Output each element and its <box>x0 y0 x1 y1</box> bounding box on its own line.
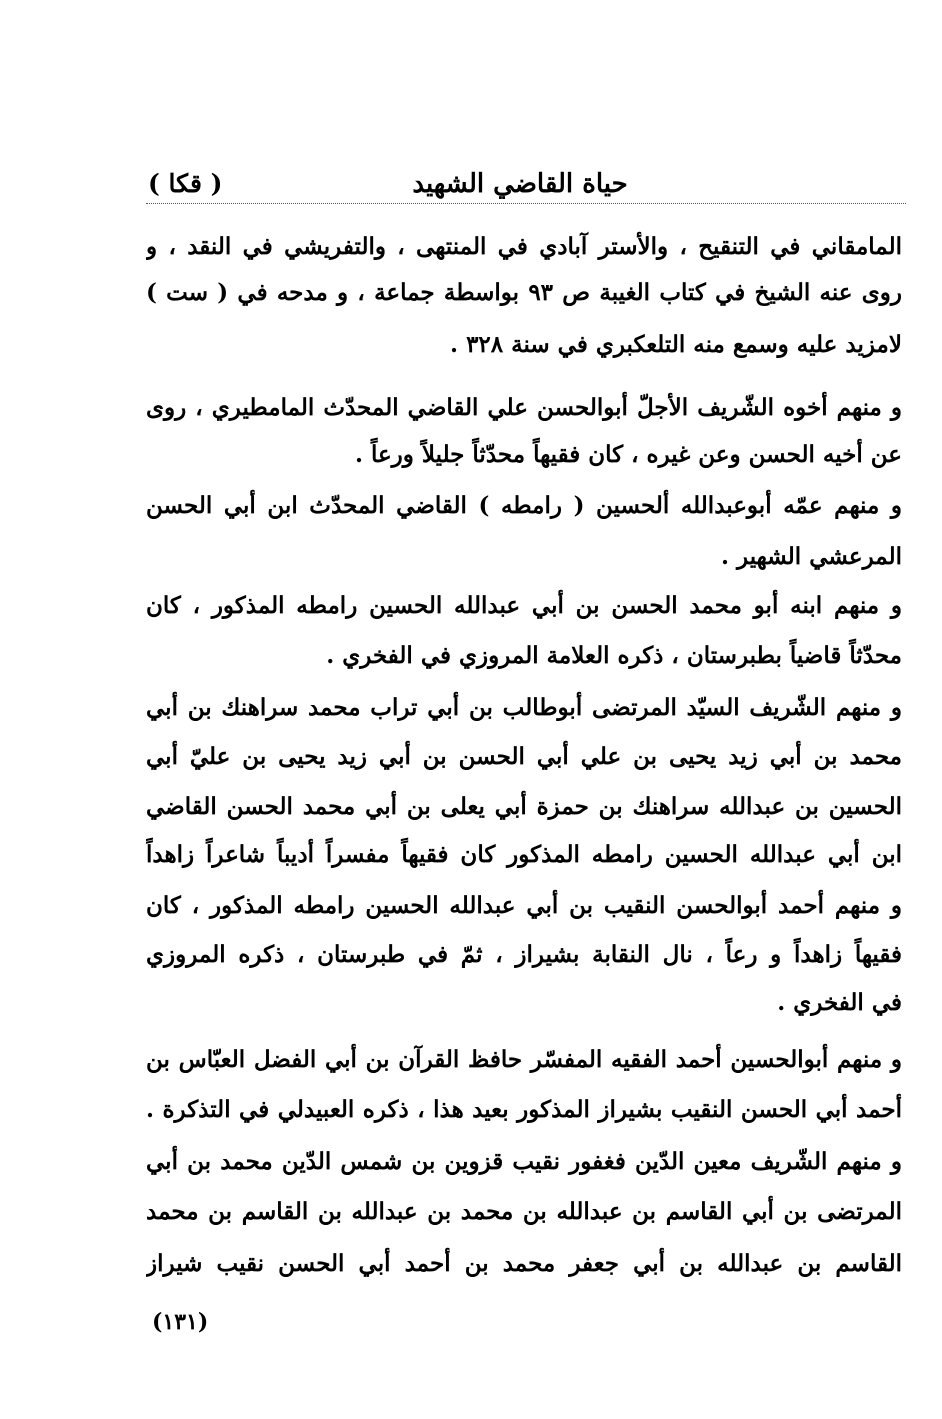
text-line: روى عنه الشيخ في كتاب الغيبة ص ٩٣ بواسطة جماعة ، و مدحه في ( ست ) <box>146 279 902 306</box>
text-line: و منهم أحمد أبوالحسن النقيب بن أبي عبدالله الحسين رامطه المذكور ، كان <box>146 892 902 919</box>
text-line: المامقاني في التنقيح ، والأستر آبادي في المنتهى ، والتفريشي في النقد ، و <box>146 233 902 260</box>
text-line: و منهم عمّه أبوعبدالله ألحسين ( رامطه ) القاضي المحدّث ابن أبي الحسن <box>146 492 902 519</box>
text-line: محمد بن أبي زيد يحيى بن علي أبي الحسن بن أبي زيد يحيى بن عليّ أبي <box>146 743 902 770</box>
text-line: عن أخيه الحسن وعن غيره ، كان فقيهاً محدّثاً جليلاً ورعاً . <box>354 441 902 468</box>
header-divider <box>146 203 906 204</box>
text-line: و منهم ابنه أبو محمد الحسن بن أبي عبدالله الحسين رامطه المذكور ، كان <box>146 592 902 619</box>
text-line: و منهم أبوالحسين أحمد الفقيه المفسّر حافظ القرآن بن أبي الفضل العبّاس بن <box>146 1046 902 1073</box>
text-line: أحمد أبي الحسن النقيب بشيراز المذكور بعيد هذا ، ذكره العبيدلي في التذكرة . <box>146 1096 902 1123</box>
text-line: لامزيد عليه وسمع منه التلعكبري في سنة ٣٢٨ . <box>450 331 902 358</box>
text-line: القاسم بن عبدالله بن أبي جعفر محمد بن أحمد أبي الحسن نقيب شيراز <box>146 1250 902 1277</box>
text-line: الحسين بن عبدالله سراهنك بن حمزة أبي يعلى بن أبي محمد الحسن القاضي <box>146 793 902 820</box>
text-line: و منهم أخوه الشّريف الأجلّ أبوالحسن علي القاضي المحدّث المامطيري ، روى <box>146 394 902 421</box>
text-line: محدّثاً قاضياً بطبرستان ، ذكره العلامة المروزي في الفخري . <box>326 642 902 669</box>
running-header-page-label: ( قكا ) <box>148 169 223 198</box>
text-line: المرتضى بن أبي القاسم بن عبدالله بن محمد بن عبدالله بن القاسم بن محمد <box>146 1198 902 1225</box>
text-line: في الفخري . <box>777 989 902 1016</box>
text-line: المرعشي الشهير . <box>721 543 902 570</box>
text-line: و منهم الشّريف معين الدّين فغفور نقيب قزوين بن شمس الدّين محمد بن أبي <box>146 1148 902 1175</box>
running-header-title: حياة القاضي الشهيد <box>412 169 628 199</box>
text-line: فقيهاً زاهداً و رعاً ، نال النقابة بشيراز ، ثمّ في طبرستان ، ذكره المروزي <box>146 941 902 968</box>
text-line: ابن أبي عبدالله الحسين رامطه المذكور كان فقيهاً مفسراً أديباً شاعراً زاهداً <box>146 841 902 868</box>
page-number: (١٣١) <box>152 1309 209 1335</box>
text-line: و منهم الشّريف السيّد المرتضى أبوطالب بن أبي تراب محمد سراهنك بن أبي <box>146 694 902 721</box>
